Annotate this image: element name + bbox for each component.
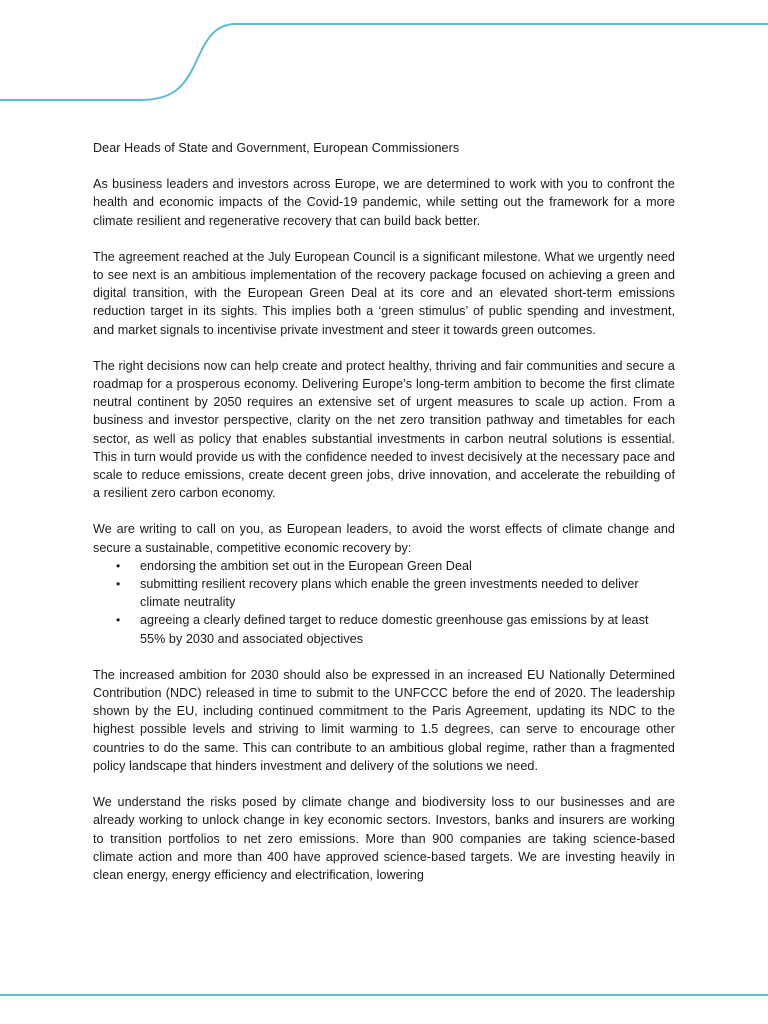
list-item: [116, 575, 675, 611]
salutation: Dear Heads of State and Government, European Commissioners: [93, 141, 460, 155]
header-wave-decoration: [0, 0, 768, 110]
header-wave-line: [0, 24, 768, 100]
list-item-text: agreeing a clearly defined target to reduce domestic greenhouse gas emissions by at least 55% by 2030 and associated objectives: [140, 613, 649, 646]
list-item-text: submitting resilient recovery plans which enable the green investments needed to deliver climate neutrality: [140, 577, 639, 610]
paragraph-4: We are writing to call on you, as European leaders, to avoid the worst effects of climate change and secure a sustainable, competitive economic recovery by:: [93, 522, 675, 555]
paragraph-2: The agreement reached at the July European Council is a significant milestone. What we urgently need to see next is an ambitious implementation of the recovery package focused on achieving a green and digital transition, with the European Green Deal at its core and an elevated short-term emissions reduction target in its sights. This implies both a ‘green stimulus’ of public spending and investment, and market signals to incentivise private investment and steer it towards green outcomes.: [93, 249, 675, 337]
bullet-icon: •: [116, 558, 121, 573]
bullet-icon: •: [116, 613, 121, 628]
list-item-text: endorsing the ambition set out in the European Green Deal: [140, 558, 472, 573]
list-item: [116, 557, 675, 575]
paragraph-1: As business leaders and investors across Europe, we are determined to work with you to confront the health and economic impacts of the Covid-19 pandemic, while setting out the framework for a more climate resilient and regenerative recovery that can build back better.: [93, 177, 675, 228]
list-item: [116, 611, 675, 647]
paragraph-6: We understand the risks posed by climate change and biodiversity loss to our businesses and are already working to unlock change in key economic sectors. Investors, banks and insurers are working to transition portfolios to net zero emissions. More than 900 companies are taking science-based climate action and more than 400 have approved science-based targets. We are investing heavily in clean energy, energy efficiency and electrification, lowering: [93, 795, 675, 882]
footer-rule: [0, 994, 768, 996]
bullet-icon: •: [116, 577, 121, 592]
demands-list: [93, 557, 675, 648]
paragraph-3: The right decisions now can help create and protect healthy, thriving and fair communities and secure a roadmap for a prosperous economy. Delivering Europe’s long-term ambition to become the first climate neutral continent by 2050 requires an extensive set of urgent measures to scale up action. From a business and investor perspective, clarity on the net zero transition pathway and timetables for each sector, as well as policy that enables substantial investments in carbon neutral solutions is essential. This in turn would provide us with the confidence needed to invest decisively at the necessary pace and scale to reduce emissions, create decent green jobs, drive innovation, and accelerate the rebuilding of a resilient zero carbon economy.: [93, 358, 676, 501]
paragraph-5: The increased ambition for 2030 should also be expressed in an increased EU Nationally Determined Contribution (NDC) released in time to submit to the UNFCCC before the end of 2020. The leadership shown by the EU, including continued commitment to the Paris Agreement, updating its NDC to the highest possible levels and striving to limit warming to 1.5 degrees, can serve to encourage other countries to do the same. This can contribute to an ambitious global regime, rather than a fragmented policy landscape that hinders investment and delivery of the solutions we need.: [93, 667, 675, 773]
letter-body: [93, 139, 675, 884]
